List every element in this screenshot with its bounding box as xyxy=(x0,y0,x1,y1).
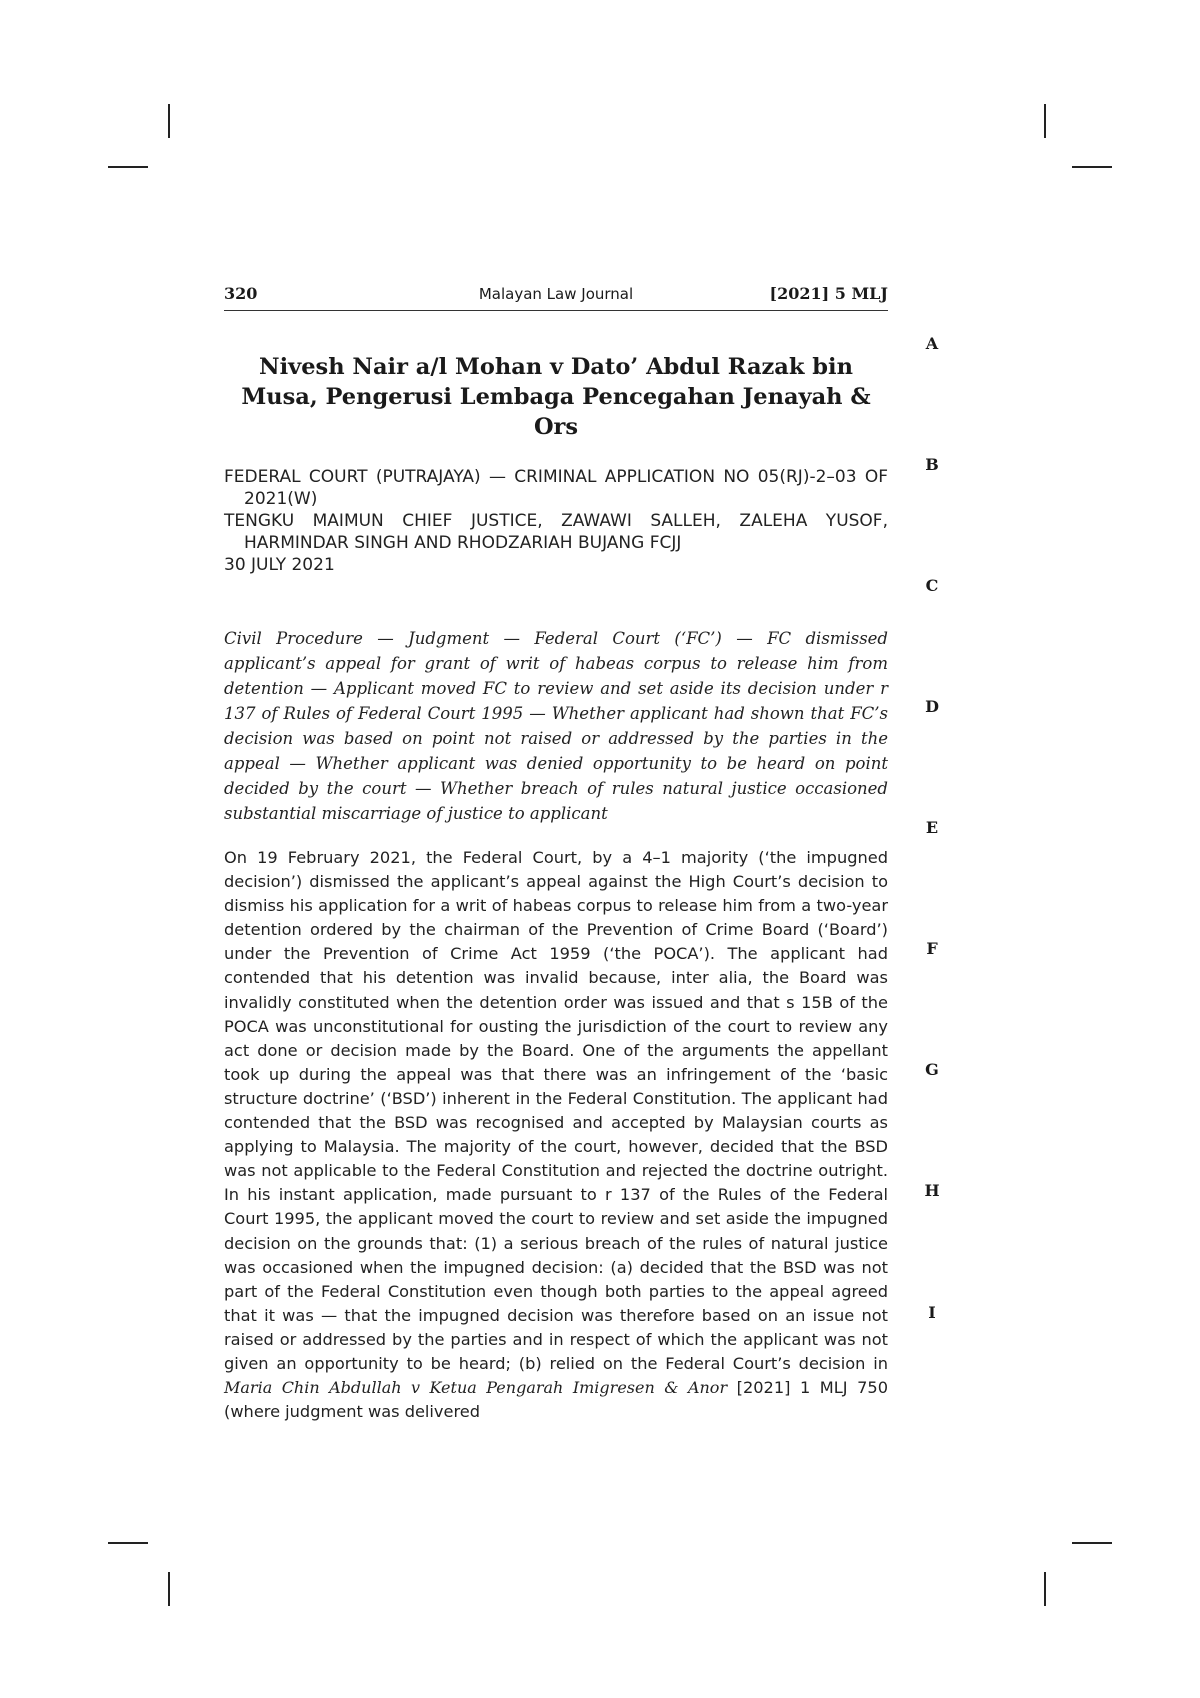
journal-citation: [2021] 5 MLJ xyxy=(769,284,888,303)
judgment-date: 30 JULY 2021 xyxy=(224,555,335,575)
page-number: 320 xyxy=(224,284,258,303)
margin-letter-d: D xyxy=(925,697,939,716)
margin-letter-b: B xyxy=(925,455,939,474)
crop-mark-bottom-right-h xyxy=(1072,1542,1112,1544)
coram: TENGKU MAIMUN CHIEF JUSTICE, ZAWAWI SALLEH, ZALEHA YUSOF, HARMINDAR SINGH AND RHODZARIAH BUJANG FCJJ xyxy=(224,511,888,553)
crop-mark-top-left-v xyxy=(168,104,170,138)
margin-letter-c: C xyxy=(925,576,939,595)
margin-letter-i: I xyxy=(928,1303,936,1322)
margin-letter-e: E xyxy=(925,818,939,837)
summary-tail: [2021] 1 MLJ 750 (where judgment was delivered xyxy=(224,1378,888,1422)
running-header xyxy=(224,282,888,311)
summary-text: On 19 February 2021, the Federal Court, by a 4–1 majority (‘the impugned decision’) dismissed the applicant’s appeal against the High Court’s decision to dismiss his application for a writ of habeas corpus to release him from a two-year detention ordered by the chairman of the Prevention of Crime Board (‘Board’) under the Prevention of Crime Act 1959 (‘the POCA’). The applicant had contended that his detention was invalid because, inter alia, the Board was invalidly constituted when the detention order was issued and that s 15B of the POCA was unconstitutional for ousting the jurisdiction of the court to review any act done or decision made by the Board. One of the arguments the appellant took up during the appeal was that there was an infringement of the ‘basic structure doctrine’ (‘BSD’) inherent in the Federal Constitution. The applicant had contended that the BSD was recognised and accepted by Malaysian courts as applying to Malaysia. The majority of the court, however, decided that the BSD was not applicable to the Federal Constitution and rejected the doctrine outright. In his instant application, made pursuant to r 137 of the Rules of the Federal Court 1995, the applicant moved the court to review and set aside the impugned decision on the grounds that: (1) a serious breach of the rules of natural justice was occasioned when the impugned decision: (a) decided that the BSD was not part of the Federal Constitution even though both parties to the appeal agreed that it was — that the impugned decision was therefore based on an issue not raised or addressed by the parties and in respect of which the applicant was not given an opportunity to be heard; (b) relied on the Federal Court’s decision in xyxy=(224,848,888,1373)
case-title: Nivesh Nair a/l Mohan v Dato’ Abdul Razak bin Musa, Pengerusi Lembaga Pencegahan Jenayah & Ors xyxy=(241,354,871,440)
crop-mark-top-left-h xyxy=(108,166,148,168)
crop-mark-bottom-right-v xyxy=(1044,1572,1046,1606)
margin-letter-a: A xyxy=(925,334,939,353)
catchwords: Civil Procedure — Judgment — Federal Court (‘FC’) — FC dismissed applicant’s appeal for grant of writ of habeas corpus to release him from detention — Applicant moved FC to review and set aside its decision under r 137 of Rules of Federal Court 1995 — Whether applicant had shown that FC’s decision was based on point not raised or addressed by the parties in the appeal — Whether applicant was denied opportunity to be heard on point decided by the court — Whether breach of rules natural justice occasioned substantial miscarriage of justice to applicant xyxy=(224,629,888,823)
case-cited: Maria Chin Abdullah v Ketua Pengarah Imigresen & Anor xyxy=(224,1378,728,1398)
crop-mark-bottom-left-h xyxy=(108,1542,148,1544)
court-details xyxy=(224,466,888,576)
margin-letter-f: F xyxy=(926,939,938,958)
journal-name: Malayan Law Journal xyxy=(478,285,634,303)
margin-letter-h: H xyxy=(924,1181,940,1200)
crop-mark-top-right-h xyxy=(1072,166,1112,168)
court-application: FEDERAL COURT (PUTRAJAYA) — CRIMINAL APPLICATION NO 05(RJ)-2–03 OF 2021(W) xyxy=(224,467,888,509)
margin-letter-g: G xyxy=(925,1060,939,1079)
crop-mark-top-right-v xyxy=(1044,104,1046,138)
case-summary xyxy=(224,846,888,1424)
crop-mark-bottom-left-v xyxy=(168,1572,170,1606)
